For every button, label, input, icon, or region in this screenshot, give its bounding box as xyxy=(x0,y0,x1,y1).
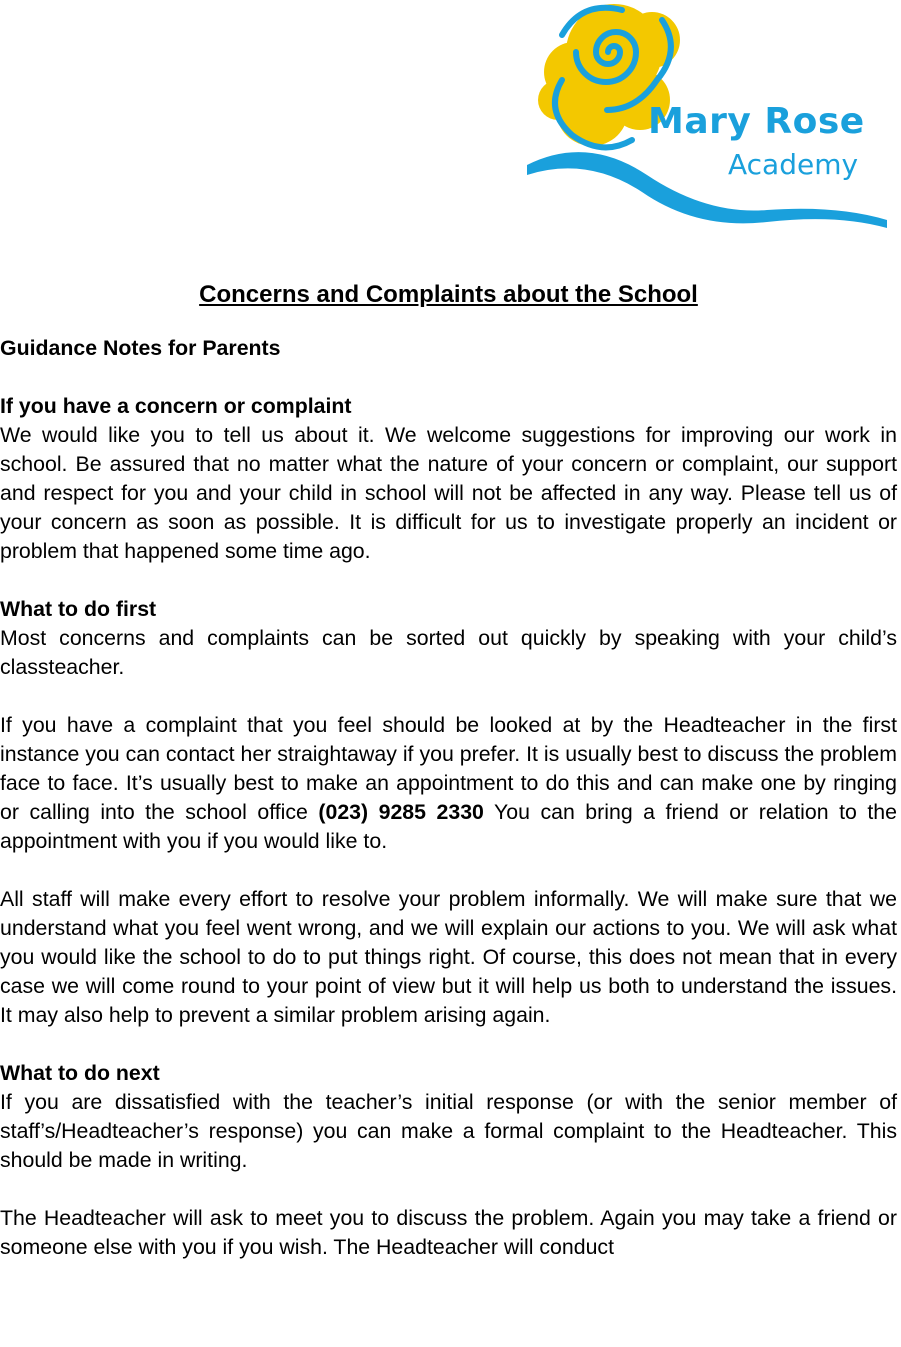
next-paragraph: If you are dissatisfied with the teacher’s initial response (or with the senior member of staff’s/Headteacher’s response) you can make a formal complaint to the Headteacher. This should be made in writing. xyxy=(0,1090,897,1172)
staff-paragraph: All staff will make every effort to resolve your problem informally. We will make sure that we understand what you feel went wrong, and we will explain our actions to you. We will ask what you would like the school to do to put things right. Of course, this does not mean that in every case we will come round to your point of view but it will help us both to understand the issues. It may also help to prevent a similar problem arising again. xyxy=(0,887,897,1027)
logo-subtitle: Academy xyxy=(728,148,859,181)
page-title: Concerns and Complaints about the School xyxy=(199,281,698,308)
first-heading: What to do first xyxy=(0,597,157,621)
next-heading: What to do next xyxy=(0,1061,160,1085)
first-paragraph: Most concerns and complaints can be sorted out quickly by speaking with your child’s classteacher. xyxy=(0,626,897,679)
headteacher-text-before: If you have a complaint that you feel should be looked at by the Headteacher in the first instance you can contact her straightaway if you prefer. It is usually best to discuss the problem face to face. It’s usually best to make an appointment to do this and can make one by ringing or calling into the school office xyxy=(0,713,897,824)
meet-paragraph: The Headteacher will ask to meet you to discuss the problem. Again you may take a friend or someone else with you if you wish. The Headteacher will conduct xyxy=(0,1206,897,1259)
logo-name: Mary Rose xyxy=(648,101,865,142)
concern-paragraph: We would like you to tell us about it. We welcome suggestions for improving our work in school. Be assured that no matter what the nature of your concern or complaint, our support and respect for you and your child in school will not be affected in any way. Please tell us of your concern as soon as possible. It is difficult for us to investigate properly an incident or problem that happened some time ago. xyxy=(0,423,897,563)
concern-heading: If you have a concern or complaint xyxy=(0,394,352,418)
headteacher-text-after: You can bring a friend or relation to the appointment with you if you would like to. xyxy=(0,800,897,853)
guidance-heading: Guidance Notes for Parents xyxy=(0,336,281,360)
school-phone-number: (023) 9285 2330 xyxy=(318,800,484,824)
document-body xyxy=(0,276,897,1262)
headteacher-paragraph xyxy=(0,711,897,856)
